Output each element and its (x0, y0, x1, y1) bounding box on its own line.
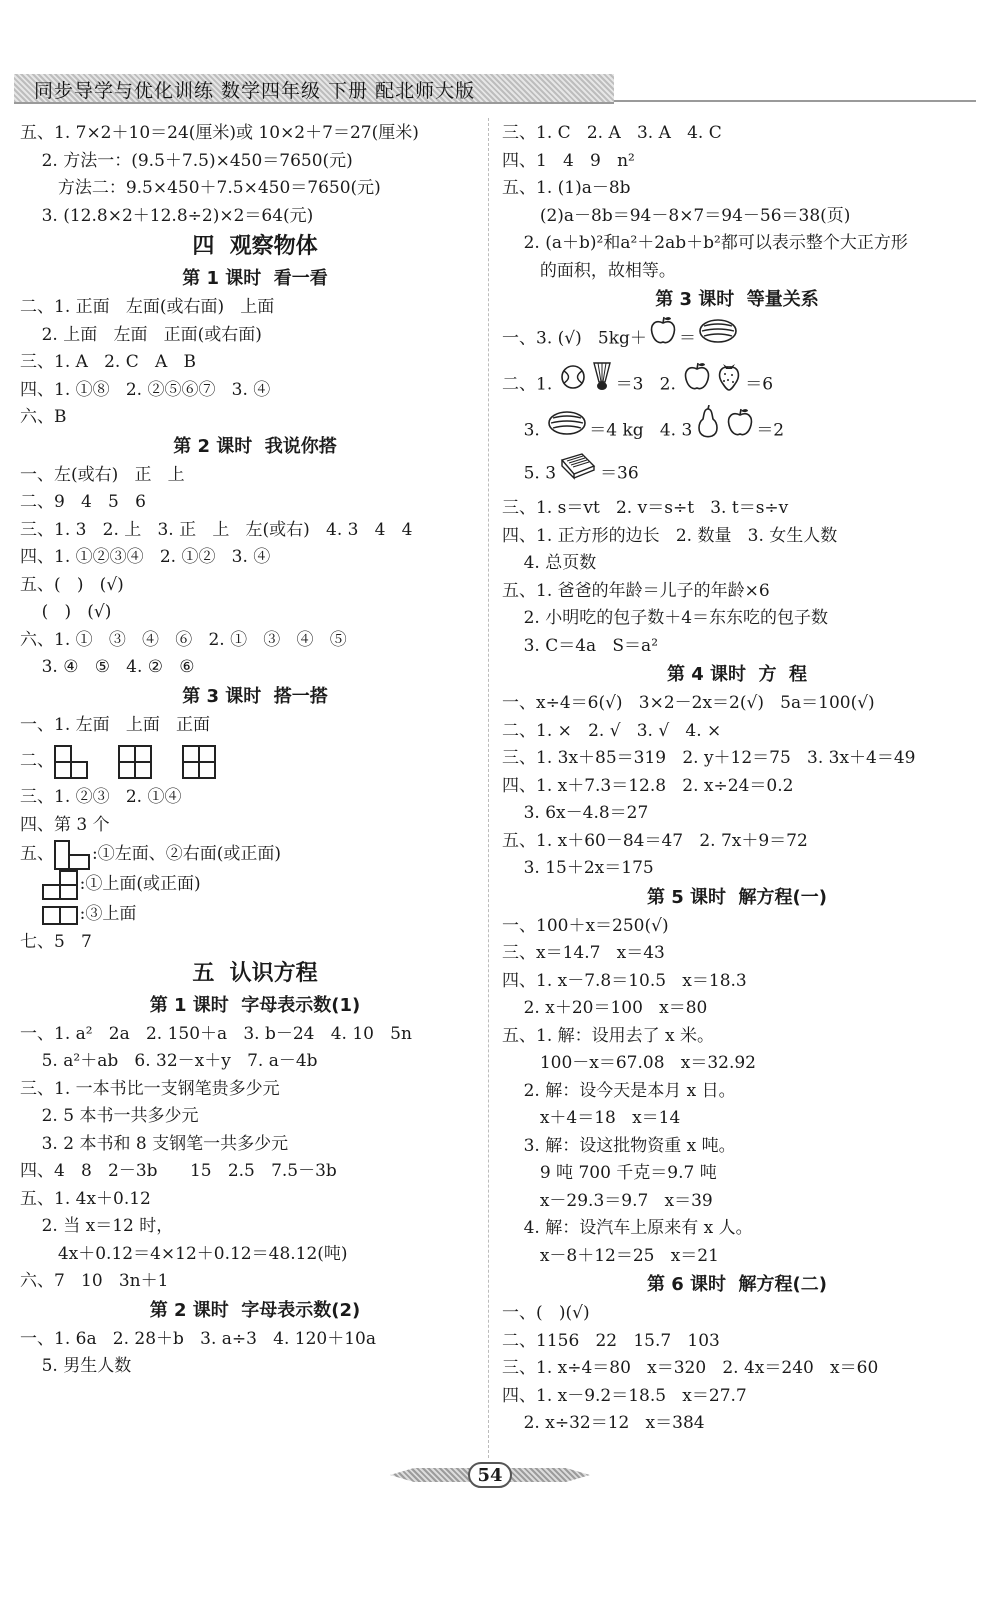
answer-line: x－8＋12＝25 x＝21 (502, 1245, 719, 1266)
answer-line: 4x＋0.12＝4×12＋0.12＝48.12(吨) (20, 1243, 348, 1264)
strawberry-icon (715, 360, 743, 410)
page-number: 54 (468, 1462, 512, 1488)
left-column (20, 120, 490, 1381)
lesson-heading: 第 2 课时 字母表示数(2) (149, 1299, 361, 1321)
answer-line: x＋4＝18 x＝14 (502, 1108, 681, 1128)
answer-text: 2. (643, 374, 682, 395)
answer-line: x－29.3＝9.7 x＝39 (502, 1190, 713, 1211)
answer-line: 4. 总页数 (502, 553, 597, 573)
answer-line: 三、1. C 2. A 3. A 4. C (502, 123, 722, 143)
answer-line: 五、1. 4x＋0.12 (20, 1188, 151, 1209)
answer-text: ＝36 (600, 463, 639, 484)
shape-drawing (54, 844, 92, 864)
answer-line: 四、4 8 2－3b 15 2.5 7.5－3b (20, 1161, 337, 1181)
answer-line: 二、9 4 5 6 (20, 492, 146, 512)
answer-line: 三、1. x÷4＝80 x＝320 2. 4x＝240 x＝60 (502, 1358, 879, 1378)
answer-line: 四、1 4 9 n² (502, 150, 635, 171)
apple-icon (683, 361, 711, 409)
answer-line: 4. 解：设汽车上原来有 x 人。 (502, 1218, 753, 1238)
answer-line: 9 吨 700 千克＝9.7 吨 (502, 1163, 717, 1183)
view-drawings (54, 751, 246, 771)
answer-line: 四、1. x＋7.3＝12.8 2. x÷24＝0.2 (502, 775, 794, 796)
answer-text: :①左面、②右面(或正面) (92, 844, 281, 864)
lesson-heading: 第 1 课时 看一看 (182, 268, 328, 289)
answer-line: 3. (12.8×2＋12.8÷2)×2＝64(元) (20, 205, 314, 226)
answer-line: 三、1. s＝vt 2. v＝s÷t 3. t＝s÷v (502, 498, 789, 518)
answer-line: 五、1. 爸爸的年龄＝儿子的年龄×6 (502, 580, 770, 601)
answer-text: 二、1. (502, 374, 558, 395)
answer-line: 一、( )(√) (502, 1303, 590, 1323)
answer-line-pictures (502, 315, 972, 360)
answer-line: 二、1. 正面 左面(或右面) 上面 (20, 297, 275, 317)
answer-line: 2. 小明吃的包子数＋4＝东东吃的包子数 (502, 608, 829, 628)
ball-icon (560, 363, 586, 408)
answer-text: 5. 3 (502, 463, 557, 484)
answer-text: 一、3. (√) 5kg＋ (502, 328, 647, 349)
answer-line: 六、B (20, 407, 67, 427)
answer-line: 一、左(或右) 正 上 (20, 464, 185, 485)
answer-line: 2. x÷32＝12 x＝384 (502, 1413, 705, 1433)
shape-drawing (42, 904, 80, 924)
answer-line: 一、x÷4＝6(√) 3×2－2x＝2(√) 5a＝100(√) (502, 693, 875, 713)
answer-line: 四、1. ①⑧ 2. ②⑤⑥⑦ 3. ④ (20, 379, 271, 400)
lesson-heading: 第 2 课时 我说你搭 (173, 435, 337, 457)
answer-line: 3. 15＋2x＝175 (502, 858, 654, 878)
answer-line: 五、( ) (√) (20, 574, 124, 595)
answer-line: 3. C＝4a S＝a² (502, 635, 659, 656)
answer-line: 三、x＝14.7 x＝43 (502, 943, 665, 963)
page-header (14, 74, 614, 104)
answer-line: 四、1. 正方形的边长 2. 数量 3. 女生人数 (502, 525, 838, 546)
answer-text: ＝2 (756, 420, 785, 441)
answer-line: 三、1. 3 2. 上 3. 正 上 左(或右) 4. 3 4 4 (20, 519, 413, 540)
answer-line: 五、1. 解：设用去了 x 米。 (502, 1025, 715, 1046)
answer-text: ＝6 (745, 374, 774, 395)
answer-line: 方法二：9.5×450＋7.5×450＝7650(元) (20, 178, 381, 198)
unit-heading: 五 认识方程 (192, 960, 318, 986)
right-column (502, 120, 972, 1438)
page-footer (390, 1462, 590, 1488)
answer-text: ＝4 kg (589, 420, 644, 441)
answer-line: 四、1. ①②③④ 2. ①② 3. ④ (20, 547, 271, 567)
book-icon (558, 450, 598, 498)
answer-line: 的面积，故相等。 (502, 260, 676, 281)
answer-line: 2. x＋20＝100 x＝80 (502, 998, 708, 1018)
answer-line: 五、1. x＋60－84＝47 2. 7x＋9＝72 (502, 830, 808, 851)
answer-text: :③上面 (79, 904, 137, 924)
answer-line: 三、1. 一本书比一支钢笔贵多少元 (20, 1078, 280, 1099)
answer-line: 七、5 7 (20, 932, 92, 952)
header-rule (614, 100, 976, 102)
answer-line: 3. 2 本书和 8 支钢笔一共多少元 (20, 1133, 289, 1154)
melon-icon (547, 409, 587, 454)
lesson-heading: 第 6 课时 解方程(二) (646, 1274, 828, 1295)
apple-icon (649, 315, 677, 363)
answer-line: 2. 5 本书一共多少元 (20, 1106, 199, 1126)
answer-line: 一、1. a² 2a 2. 150＋a 3. b－24 4. 10 5n (20, 1023, 412, 1044)
answer-line: 四、第 3 个 (20, 814, 110, 835)
answer-line: 2. 方法一：(9.5＋7.5)×450＝7650(元) (20, 150, 353, 171)
answer-text: ＝ (678, 328, 696, 349)
answer-text: 五、 (20, 844, 54, 864)
answer-line: 六、1. ① ③ ④ ⑥ 2. ① ③ ④ ⑤ (20, 629, 347, 650)
answer-line: (2)a－8b＝94－8×7＝94－56＝38(页) (502, 205, 851, 226)
answer-line-pictures (502, 360, 972, 405)
answer-line: 五、1. 7×2＋10＝24(厘米)或 10×2＋7＝27(厘米) (20, 123, 419, 143)
answer-line: 2. 上面 左面 正面(或右面) (20, 324, 262, 345)
answer-text: :①上面(或正面) (79, 874, 201, 894)
answer-line: 2. (a＋b)²和a²＋2ab＋b²都可以表示整个大正方形 (502, 233, 908, 253)
answer-line: 五、1. (1)a－8b (502, 178, 631, 198)
lesson-heading: 第 5 课时 解方程(一) (646, 886, 828, 908)
answer-line: 3. ④ ⑤ 4. ② ⑥ (20, 657, 195, 677)
answer-line-shape (20, 869, 490, 899)
answer-text: 3. (502, 420, 546, 441)
lesson-heading: 第 3 课时 搭一搭 (182, 685, 328, 707)
answer-text: 二、 (20, 751, 54, 771)
lesson-heading: 第 4 课时 方 程 (666, 664, 808, 685)
answer-line: 六、7 10 3n＋1 (20, 1271, 169, 1291)
shuttle-icon (590, 360, 614, 410)
shape-drawing (42, 874, 80, 894)
lesson-heading: 第 3 课时 等量关系 (655, 289, 819, 310)
header-title: 同步导学与优化训练 数学四年级 下册 配北师大版 (34, 80, 476, 102)
answer-line: 三、1. 3x＋85＝319 2. y＋12＝75 3. 3x＋4＝49 (502, 748, 916, 768)
answer-line-views (20, 739, 490, 784)
answer-line: 一、1. 6a 2. 28＋b 3. a÷3 4. 120＋10a (20, 1328, 377, 1349)
apple-icon (726, 407, 754, 455)
answer-line: 5. a²＋ab 6. 32－x＋y 7. a－4b (20, 1051, 318, 1071)
answer-line: 2. 解：设今天是本月 x 日。 (502, 1080, 736, 1101)
pear-icon (694, 405, 722, 457)
answer-line: 3. 解：设这批物资重 x 吨。 (502, 1135, 736, 1156)
answer-line: 一、100＋x＝250(√) (502, 915, 669, 936)
answer-line: 三、1. A 2. C A B (20, 352, 196, 372)
melon-icon (698, 317, 738, 362)
column-divider (488, 118, 489, 1458)
answer-line-pictures (502, 405, 972, 450)
answer-line: 100－x＝67.08 x＝32.92 (502, 1053, 756, 1073)
answer-line: 四、1. x－9.2＝18.5 x＝27.7 (502, 1385, 747, 1406)
answer-line: ( ) (√) (20, 602, 112, 622)
answer-line: 二、1. × 2. √ 3. √ 4. × (502, 720, 722, 741)
answer-line: 二、1156 22 15.7 103 (502, 1330, 720, 1351)
answer-line: 3. 6x－4.8＝27 (502, 803, 649, 823)
answer-text: ＝3 (615, 374, 644, 395)
answer-text (20, 904, 42, 924)
answer-text (20, 874, 42, 894)
answer-line: 2. 当 x＝12 时， (20, 1216, 174, 1236)
answer-line: 一、1. 左面 上面 正面 (20, 714, 211, 735)
answer-line-shape (20, 839, 490, 869)
answer-line-pictures (502, 450, 972, 495)
answer-line-shape (20, 899, 490, 929)
answer-line: 四、1. x－7.8＝10.5 x＝18.3 (502, 970, 747, 991)
answer-line: 三、1. ②③ 2. ①④ (20, 787, 182, 807)
unit-heading: 四 观察物体 (192, 234, 318, 259)
answer-line: 5. 男生人数 (20, 1356, 132, 1376)
lesson-heading: 第 1 课时 字母表示数(1) (149, 994, 361, 1016)
answer-text: 4. 3 (643, 420, 693, 441)
